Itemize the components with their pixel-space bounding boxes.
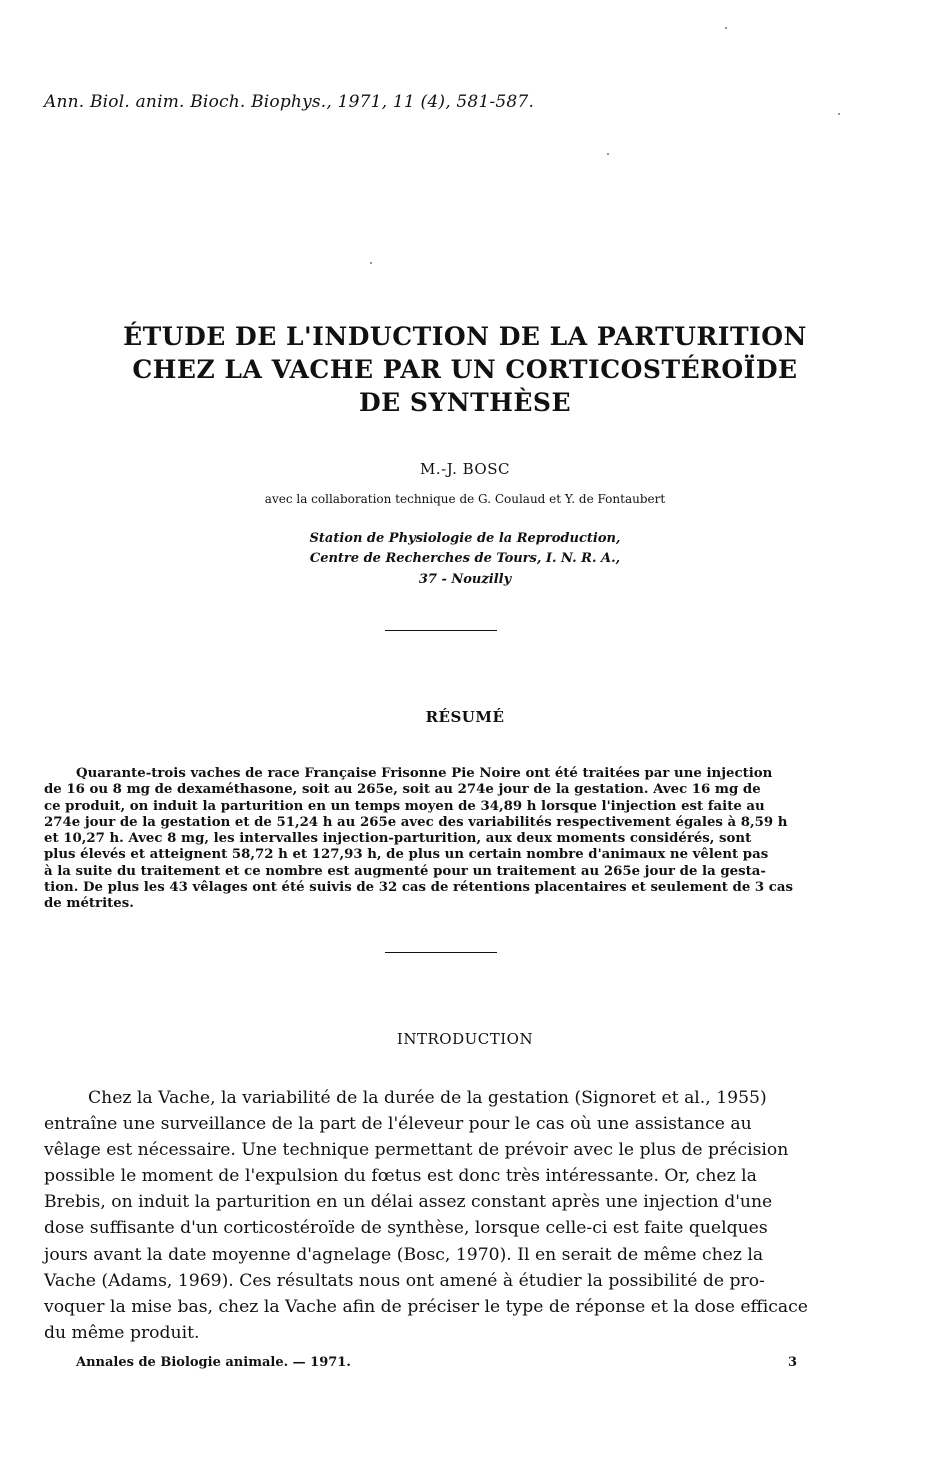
abstract-line: tion. De plus les 43 vêlages ont été suivis de 32 cas de rétentions placentaires et seulement de 3 cas xyxy=(44,880,794,896)
intro-line: vêlage est nécessaire. Une technique permettant de prévoir avec le plus de précision xyxy=(44,1140,789,1161)
introduction-heading: INTRODUCTION xyxy=(396,1030,534,1048)
intro-line: dose suffisante d'un corticostéroïde de synthèse, lorsque celle-ci est faite quelques xyxy=(44,1218,768,1239)
affiliation-line-2: Centre de Recherches de Tours, I. N. R. A., xyxy=(309,551,621,566)
intro-line: jours avant la date moyenne d'agnelage (Bosc, 1970). Il en serait de même chez la xyxy=(44,1244,764,1265)
introduction-body xyxy=(44,1085,840,1346)
title-line-2: CHEZ LA VACHE PAR UN CORTICOSTÉROÏDE xyxy=(132,355,798,384)
intro-line: du même produit. xyxy=(44,1322,200,1343)
abstract-line: à la suite du traitement et ce nombre est augmenté pour un traitement au 265e jour de la gesta- xyxy=(44,863,766,879)
resume-heading: RÉSUMÉ xyxy=(425,708,505,726)
abstract-body xyxy=(44,766,840,913)
abstract-line: 274e jour de la gestation et de 51,24 h au 265e avec des variabilités respectivement égales à 8,59 h xyxy=(44,814,788,830)
abstract-line: et 10,27 h. Avec 8 mg, les intervalles injection-parturition, aux deux moments considérés, sont xyxy=(44,831,752,847)
intro-line: entraîne une surveillance de la part de l'éleveur pour le cas où une assistance au xyxy=(44,1114,752,1135)
divider-rule-bottom xyxy=(385,952,497,953)
intro-line: Vache (Adams, 1969). Ces résultats nous ont amené à étudier la possibilité de pro- xyxy=(44,1270,765,1291)
affiliation-line-1: Station de Physiologie de la Reproduction, xyxy=(309,531,621,546)
scan-speck xyxy=(607,153,609,155)
title-line-1: ÉTUDE DE L'INDUCTION DE LA PARTURITION xyxy=(123,322,807,351)
intro-line: Chez la Vache, la variabilité de la durée de la gestation (Signoret et al., 1955) xyxy=(88,1088,767,1108)
abstract-line: Quarante-trois vaches de race Française Frisonne Pie Noire ont été traitées par une injection xyxy=(76,766,773,781)
abstract-line: ce produit, on induit la parturition en un temps moyen de 34,89 h lorsque l'injection est faite au xyxy=(44,798,765,814)
scan-speck xyxy=(725,27,727,29)
footer-page-number: 3 xyxy=(788,1355,798,1370)
intro-line: Brebis, on induit la parturition en un délai assez constant après une injection d'une xyxy=(44,1192,773,1213)
abstract-line: plus élevés et atteignent 58,72 h et 127,93 h, de plus un certain nombre d'animaux ne vêlent pas xyxy=(44,847,769,863)
abstract-line: de métrites. xyxy=(44,896,134,912)
author-name: M.-J. BOSC xyxy=(420,460,510,478)
scan-speck xyxy=(370,262,372,264)
intro-line: possible le moment de l'expulsion du fœtus est donc très intéressante. Or, chez la xyxy=(44,1166,757,1187)
journal-citation: Ann. Biol. anim. Bioch. Biophys., 1971, 11 (4), 581-587. xyxy=(44,92,535,112)
title-line-3: DE SYNTHÈSE xyxy=(358,388,572,417)
abstract-line: de 16 ou 8 mg de dexaméthasone, soit au 265e, soit au 274e jour de la gestation. Avec 16 mg de xyxy=(44,782,761,798)
scan-speck xyxy=(838,113,840,115)
divider-rule-top xyxy=(385,630,497,631)
intro-line: voquer la mise bas, chez la Vache afin de préciser le type de réponse et la dose efficace xyxy=(44,1296,808,1317)
collaboration-note: avec la collaboration technique de G. Coulaud et Y. de Fontaubert xyxy=(264,492,666,506)
footer-journal: Annales de Biologie animale. — 1971. xyxy=(76,1355,351,1370)
affiliation-line-3: 37 - Nouzilly xyxy=(418,572,512,587)
